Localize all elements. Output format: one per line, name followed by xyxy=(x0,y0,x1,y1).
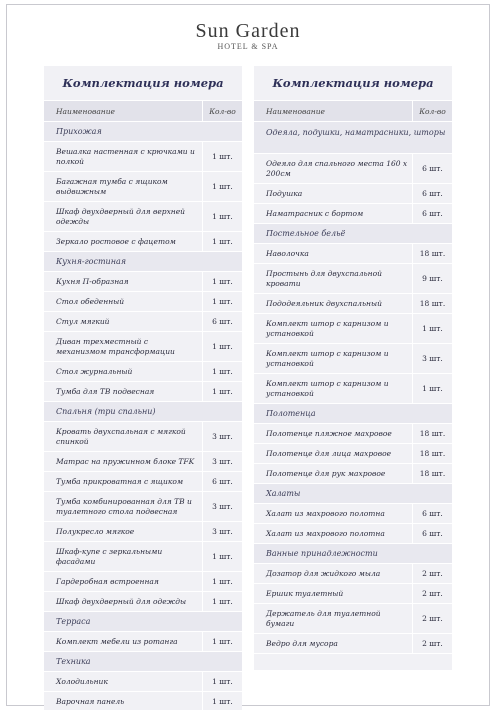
item-qty: 1 шт. xyxy=(202,692,242,710)
item-qty: 3 шт. xyxy=(202,492,242,521)
item-name: Подушка xyxy=(266,188,303,198)
item-qty: 2 шт. xyxy=(412,584,452,603)
item-qty: 1 шт. xyxy=(202,202,242,231)
item-qty: 6 шт. xyxy=(412,154,452,183)
table-row xyxy=(44,572,242,592)
table-row xyxy=(254,564,452,584)
item-qty: 18 шт. xyxy=(412,464,452,483)
table-row xyxy=(44,272,242,292)
section-bedroom: Спальня (три спальни) xyxy=(44,402,242,422)
header-name: Наименование xyxy=(56,106,116,116)
item-name: Тумба прикроватная с ящиком xyxy=(56,476,184,486)
table-row xyxy=(254,154,452,184)
section-towels: Полотенца xyxy=(254,404,452,424)
table-title: Комплектация номера xyxy=(44,66,242,100)
item-name: Шкаф двухдверный для верхней одежды xyxy=(56,207,186,226)
item-name: Полотенце пляжное махровое xyxy=(266,428,392,438)
item-name: Кровать двухспальная с мягкой спинкой xyxy=(56,427,186,446)
table-row xyxy=(44,422,242,452)
item-name: Простынь для двухспальной кровати xyxy=(266,269,382,288)
item-name: Багажная тумба с ящиком выдвижным xyxy=(56,177,168,196)
item-qty: 3 шт. xyxy=(202,422,242,451)
table-row xyxy=(44,492,242,522)
item-name: Вешалка настенная с крючками и полкой xyxy=(56,147,195,166)
item-name: Дозатор для жидкого мыла xyxy=(266,568,381,578)
table-row xyxy=(254,524,452,544)
item-name: Зеркало ростовое с фацетом xyxy=(56,236,176,246)
brand-subtitle: HOTEL & SPA xyxy=(217,42,279,51)
table-row xyxy=(254,294,452,314)
table-row xyxy=(44,472,242,492)
item-name: Стол журнальный xyxy=(56,366,133,376)
table-row xyxy=(44,312,242,332)
item-qty: 6 шт. xyxy=(412,184,452,203)
section-bedding: Одеяла, подушки, наматрасники, шторы xyxy=(254,122,452,154)
section-bathroom: Ванные принадлежности xyxy=(254,544,452,564)
item-qty: 1 шт. xyxy=(202,172,242,201)
item-qty: 3 шт. xyxy=(202,522,242,541)
item-qty: 1 шт. xyxy=(202,142,242,171)
item-name: Халат из махрового полотна xyxy=(266,508,385,518)
item-name: Комплект штор с карнизом и установкой xyxy=(266,319,389,338)
header-qty: Кол-во xyxy=(412,101,452,121)
item-name: Стол обеденный xyxy=(56,296,125,306)
table-row xyxy=(254,264,452,294)
item-qty: 18 шт. xyxy=(412,294,452,313)
table-row xyxy=(44,542,242,572)
brand-logo xyxy=(0,20,496,52)
item-qty: 3 шт. xyxy=(202,452,242,471)
table-row xyxy=(254,464,452,484)
item-name: Одеяло для спального места 160 х 200см xyxy=(266,159,408,178)
header-qty: Кол-во xyxy=(202,101,242,121)
item-name: Полотенце для лица махровое xyxy=(266,448,392,458)
table-row xyxy=(254,314,452,344)
table-row xyxy=(44,172,242,202)
table-header xyxy=(44,100,242,122)
item-qty: 6 шт. xyxy=(412,524,452,543)
table-row xyxy=(254,204,452,224)
table-row xyxy=(44,142,242,172)
section-appliances: Техника xyxy=(44,652,242,672)
item-name: Наволочка xyxy=(266,248,309,258)
item-name: Комплект мебели из ротанга xyxy=(56,636,178,646)
header-name: Наименование xyxy=(266,106,326,116)
table-row xyxy=(44,292,242,312)
item-name: Комплект штор с карнизом и установкой xyxy=(266,379,389,398)
table-row xyxy=(254,184,452,204)
table-row xyxy=(44,362,242,382)
item-qty: 1 шт. xyxy=(202,382,242,401)
item-name: Гардеробная встроенная xyxy=(56,576,159,586)
item-name: Матрас на пружинном блоке TFK xyxy=(56,456,195,466)
section-robes: Халаты xyxy=(254,484,452,504)
table-header xyxy=(254,100,452,122)
item-name: Пододеяльник двухспальный xyxy=(266,298,382,308)
item-qty: 1 шт. xyxy=(202,332,242,361)
table-row xyxy=(44,202,242,232)
item-name: Шкаф двухдверный для одежды xyxy=(56,596,187,606)
table-row xyxy=(44,332,242,362)
item-qty: 1 шт. xyxy=(202,632,242,651)
item-qty: 1 шт. xyxy=(202,232,242,251)
table-title: Комплектация номера xyxy=(254,66,452,100)
table-row xyxy=(254,244,452,264)
table-row xyxy=(44,232,242,252)
item-name: Тумба для ТВ подвесная xyxy=(56,386,155,396)
item-qty: 6 шт. xyxy=(202,472,242,491)
left-equipment-table xyxy=(44,66,242,710)
item-qty: 1 шт. xyxy=(202,272,242,291)
table-row xyxy=(254,504,452,524)
section-hallway: Прихожая xyxy=(44,122,242,142)
item-name: Наматрасник с бортом xyxy=(266,208,364,218)
item-qty: 2 шт. xyxy=(412,564,452,583)
item-qty: 6 шт. xyxy=(412,504,452,523)
item-name: Халат из махрового полотна xyxy=(266,528,385,538)
item-qty: 1 шт. xyxy=(412,374,452,403)
item-qty: 2 шт. xyxy=(412,604,452,633)
item-name: Варочная панель xyxy=(56,696,125,706)
table-row xyxy=(44,522,242,542)
table-row xyxy=(44,592,242,612)
table-row xyxy=(44,692,242,710)
item-name: Ершик туалетный xyxy=(266,588,344,598)
item-qty: 1 шт. xyxy=(202,292,242,311)
item-qty: 9 шт. xyxy=(412,264,452,293)
table-row xyxy=(254,344,452,374)
item-qty: 1 шт. xyxy=(202,362,242,381)
table-row xyxy=(44,632,242,652)
item-qty: 2 шт. xyxy=(412,634,452,653)
item-qty: 6 шт. xyxy=(412,204,452,223)
item-name: Ведро для мусора xyxy=(266,638,338,648)
item-name: Полукресло мягкое xyxy=(56,526,135,536)
table-row xyxy=(44,452,242,472)
item-name: Диван трехместный с механизмом трансформации xyxy=(56,337,175,356)
item-name: Комплект штор с карнизом и установкой xyxy=(266,349,389,368)
table-row xyxy=(44,672,242,692)
table-row xyxy=(254,424,452,444)
item-qty: 1 шт. xyxy=(202,572,242,591)
item-qty: 1 шт. xyxy=(412,314,452,343)
item-name: Шкаф-купе с зеркальными фасадами xyxy=(56,547,163,566)
table-row xyxy=(254,374,452,404)
item-name: Стул мягкий xyxy=(56,316,110,326)
table-row xyxy=(254,444,452,464)
table-row xyxy=(44,382,242,402)
table-row xyxy=(254,634,452,654)
section-terrace: Терраса xyxy=(44,612,242,632)
item-qty: 1 шт. xyxy=(202,592,242,611)
item-qty: 18 шт. xyxy=(412,444,452,463)
right-equipment-table xyxy=(254,66,452,670)
table-row xyxy=(254,604,452,634)
item-name: Кухня П-образная xyxy=(56,276,129,286)
item-qty: 6 шт. xyxy=(202,312,242,331)
item-qty: 18 шт. xyxy=(412,244,452,263)
table-row xyxy=(254,584,452,604)
item-name: Холодильник xyxy=(56,676,108,686)
brand-name: Sun Garden xyxy=(195,20,301,42)
item-qty: 3 шт. xyxy=(412,344,452,373)
item-name: Держатель для туалетной бумаги xyxy=(266,609,381,628)
item-qty: 1 шт. xyxy=(202,542,242,571)
section-kitchen-living: Кухня-гостиная xyxy=(44,252,242,272)
item-qty: 1 шт. xyxy=(202,672,242,691)
item-name: Тумба комбинированная для ТВ и туалетного стола подвесная xyxy=(56,497,192,516)
section-linen: Постельное бельё xyxy=(254,224,452,244)
item-name: Полотенце для рук махровое xyxy=(266,468,386,478)
item-qty: 18 шт. xyxy=(412,424,452,443)
